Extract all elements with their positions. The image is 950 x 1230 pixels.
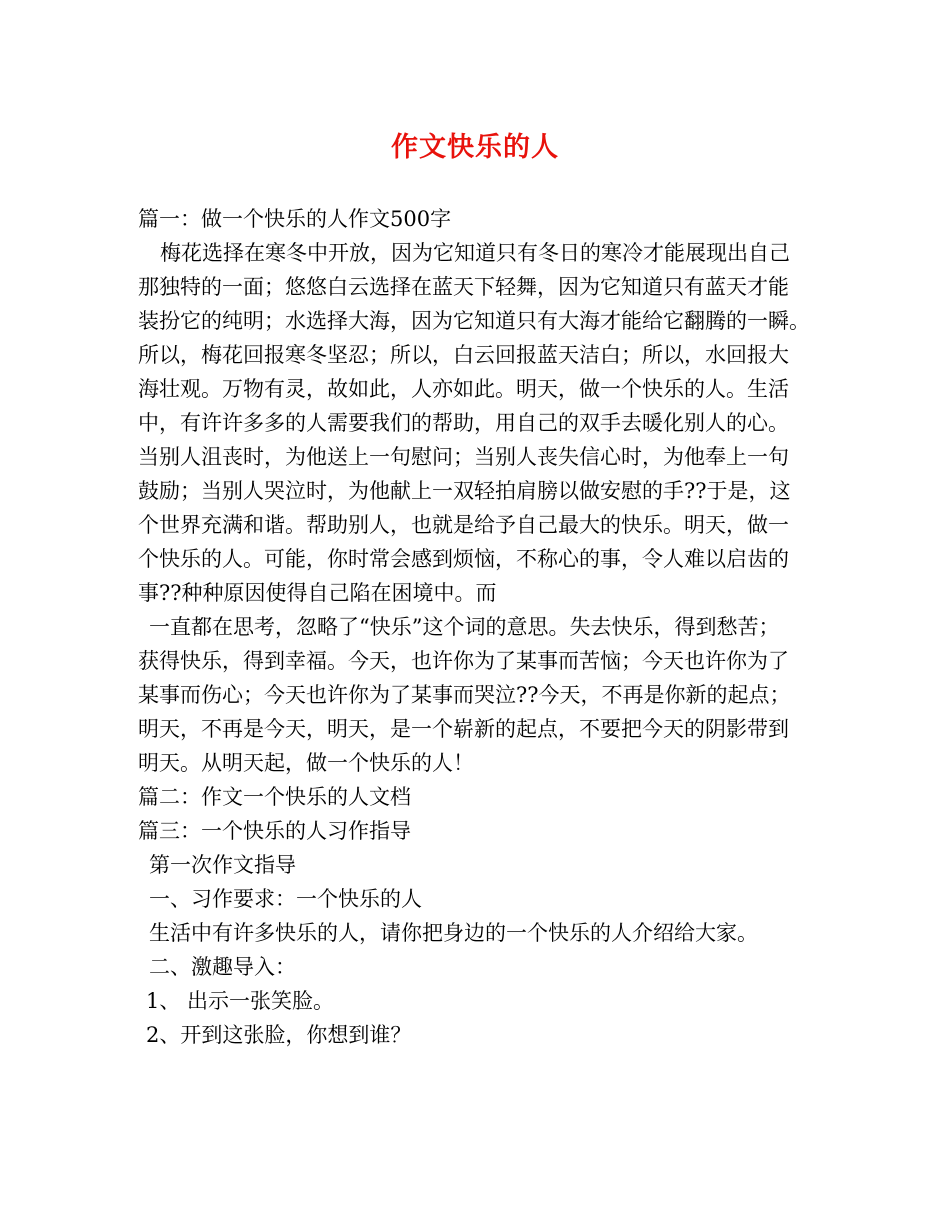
text-line: 装扮它的纯明；水选择大海，因为它知道只有大海才能给它翻腾的一瞬。: [138, 309, 810, 333]
section-heading: 篇三：一个快乐的人习作指导: [138, 819, 411, 843]
text-line: 梅花选择在寒冬中开放，因为它知道只有冬日的寒冷才能展现出自己: [160, 241, 790, 265]
text-line: 明天。从明天起，做一个快乐的人！: [138, 751, 474, 775]
list-item: 2、开到这张脸，你想到谁？: [146, 1023, 412, 1047]
text-line: 一、习作要求：一个快乐的人: [149, 887, 422, 911]
text-line: 中，有许许多多的人需要我们的帮助，用自己的双手去暖化别人的心。: [138, 411, 789, 435]
text-line: 所以，梅花回报寒冬坚忍；所以，白云回报蓝天洁白；所以，水回报大: [138, 343, 789, 367]
document-body: [138, 202, 818, 1052]
text-line: 明天，不再是今天，明天，是一个崭新的起点，不要把今天的阴影带到: [138, 717, 789, 741]
text-line: 鼓励；当别人哭泣时，为他献上一双轻拍肩膀以做安慰的手??于是，这: [138, 479, 791, 503]
list-item: 1、 出示一张笑脸。: [146, 989, 335, 1013]
text-line: 一直都在思考，忽略了“快乐”这个词的意思。失去快乐，得到愁苦；: [149, 615, 780, 639]
document-title: 作文快乐的人: [391, 132, 559, 163]
text-line: 二、激趣导入：: [149, 955, 296, 979]
text-line: 篇一：做一个快乐的人作文500字: [138, 207, 452, 231]
text-line: 个世界充满和谐。帮助别人，也就是给予自己最大的快乐。明天，做一: [138, 513, 789, 537]
text-line: 当别人沮丧时，为他送上一句慰问；当别人丧失信心时，为他奉上一句: [138, 445, 789, 469]
text-line: 某事而伤心；今天也许你为了某事而哭泣??今天，不再是你新的起点；: [138, 683, 791, 707]
text-line: 第一次作文指导: [149, 853, 296, 877]
text-line: 获得快乐，得到幸福。今天，也许你为了某事而苦恼；今天也许你为了: [138, 649, 789, 673]
text-line: 生活中有许多快乐的人，请你把身边的一个快乐的人介绍给大家。: [149, 921, 758, 945]
text-line: 事??种种原因使得自己陷在困境中。而: [138, 581, 497, 605]
text-line: 海壮观。万物有灵，故如此，人亦如此。明天，做一个快乐的人。生活: [138, 377, 789, 401]
text-line: 那独特的一面；悠悠白云选择在蓝天下轻舞，因为它知道只有蓝天才能: [138, 275, 789, 299]
section-heading: 篇二：作文一个快乐的人文档: [138, 785, 411, 809]
text-line: 个快乐的人。可能，你时常会感到烦恼，不称心的事，令人难以启齿的: [138, 547, 789, 571]
